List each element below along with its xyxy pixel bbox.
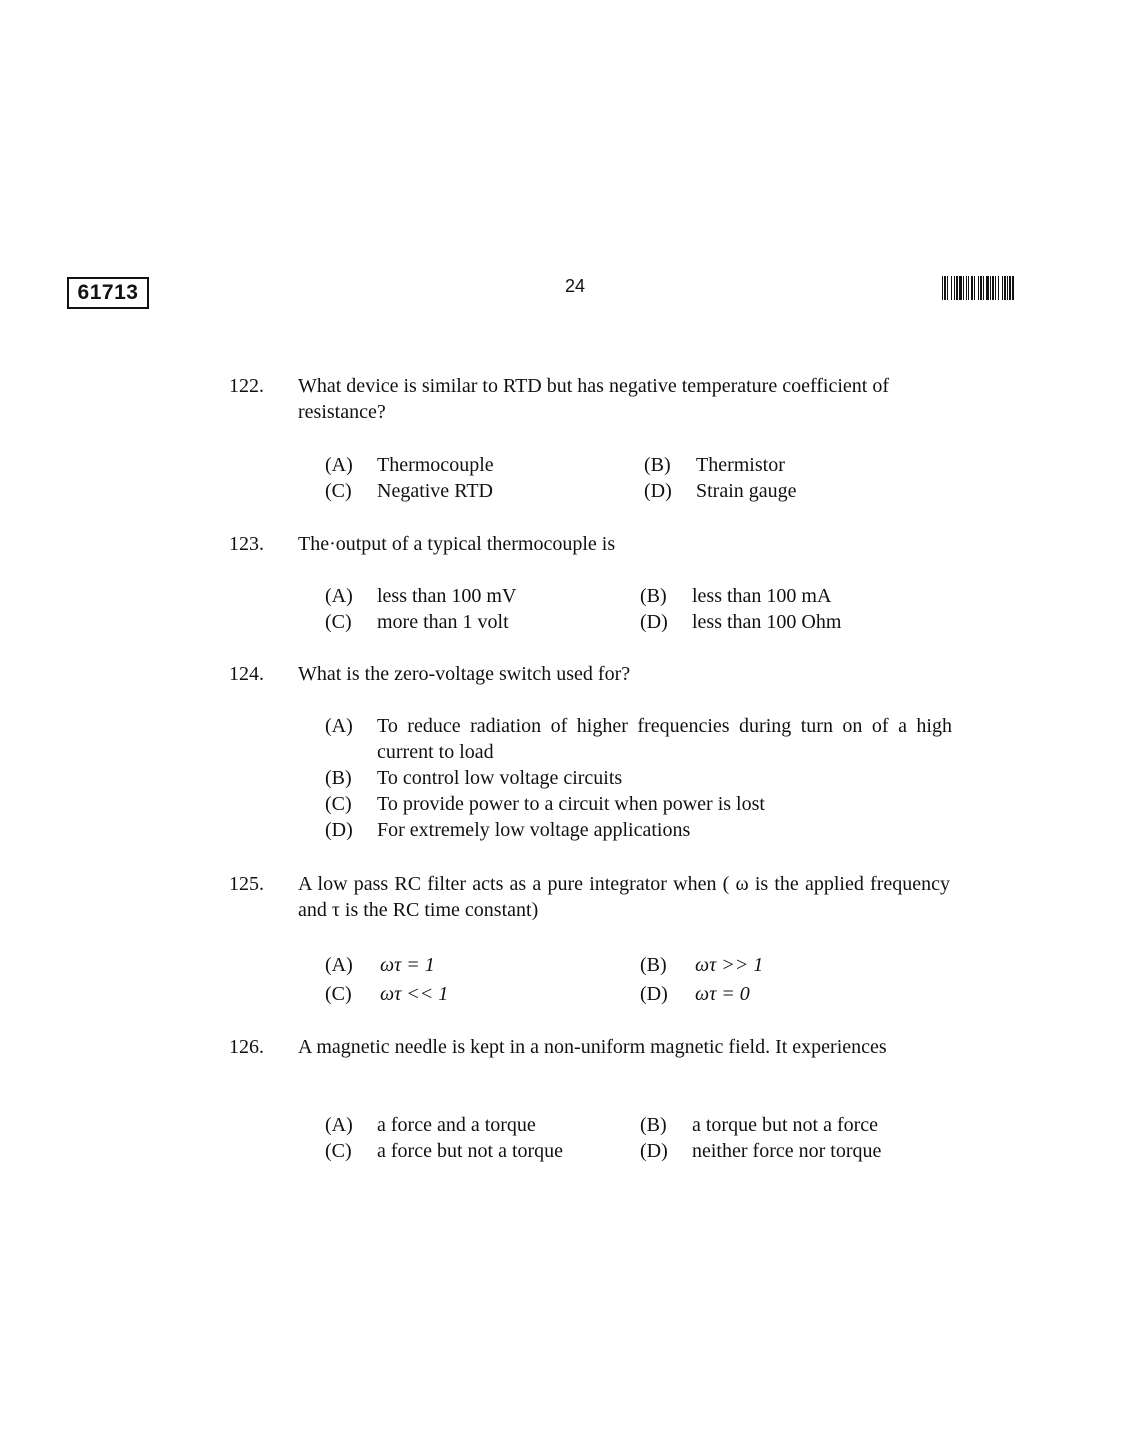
question-number: 123.	[229, 533, 264, 555]
question-text: The·output of a typical thermocouple is	[298, 533, 616, 555]
option-text: a force and a torque	[377, 1114, 536, 1136]
option-label: (B)	[640, 585, 667, 607]
option-text: a force but not a torque	[377, 1140, 564, 1162]
barcode-image	[942, 276, 1084, 300]
question-number: 125.	[229, 873, 264, 895]
option-label: (C)	[325, 1140, 352, 1162]
option-label: (D)	[640, 1140, 668, 1162]
option-text: Thermistor	[696, 454, 785, 476]
option-label: (A)	[325, 954, 353, 976]
question-number: 126.	[229, 1036, 264, 1058]
question-number: 124.	[229, 663, 264, 685]
option-text: less than 100 mV	[377, 585, 517, 607]
question-text: A low pass RC filter acts as a pure integrator when ( ω is the applied frequency and τ is the RC time constant)	[298, 873, 950, 921]
paper-code: 61713	[67, 277, 149, 309]
option-label: (D)	[325, 819, 353, 841]
option-label: (C)	[325, 983, 352, 1005]
option-label: (A)	[325, 454, 353, 476]
option-text: To reduce radiation of higher frequencies during turn on of a high current to load	[377, 715, 952, 763]
option-label: (D)	[644, 480, 672, 502]
option-text: To provide power to a circuit when power is lost	[377, 793, 765, 815]
option-text: less than 100 Ohm	[692, 611, 842, 633]
option-text: ωτ = 0	[695, 983, 750, 1005]
option-text: neither force nor torque	[692, 1140, 882, 1162]
barcode-bar	[1014, 276, 1015, 300]
option-label: (B)	[325, 767, 352, 789]
option-label: (B)	[640, 1114, 667, 1136]
option-text: Negative RTD	[377, 480, 493, 502]
question-number: 122.	[229, 375, 264, 397]
option-label: (C)	[325, 480, 352, 502]
option-text: For extremely low voltage applications	[377, 819, 691, 841]
option-label: (A)	[325, 585, 353, 607]
question-text: A magnetic needle is kept in a non-uniform magnetic field. It experiences	[298, 1036, 887, 1058]
option-label: (D)	[640, 611, 668, 633]
option-a	[325, 713, 955, 765]
question-text: What device is similar to RTD but has negative temperature coefficient of resistance?	[298, 375, 889, 423]
option-label: (C)	[325, 611, 352, 633]
option-text: ωτ = 1	[380, 954, 435, 976]
option-text: ωτ >> 1	[695, 954, 764, 976]
option-label: (C)	[325, 793, 352, 815]
option-label: (A)	[325, 715, 353, 737]
option-text: To control low voltage circuits	[377, 767, 623, 789]
option-text: a torque but not a force	[692, 1114, 879, 1136]
question-text: What is the zero-voltage switch used for?	[298, 663, 631, 685]
option-text: less than 100 mA	[692, 585, 832, 607]
option-text: Thermocouple	[377, 454, 494, 476]
option-label: (B)	[640, 954, 667, 976]
option-text: ωτ << 1	[380, 983, 449, 1005]
option-text: more than 1 volt	[377, 611, 509, 633]
page-number: 24	[564, 276, 586, 296]
option-label: (B)	[644, 454, 671, 476]
option-text: Strain gauge	[696, 480, 797, 502]
option-label: (A)	[325, 1114, 353, 1136]
option-label: (D)	[640, 983, 668, 1005]
